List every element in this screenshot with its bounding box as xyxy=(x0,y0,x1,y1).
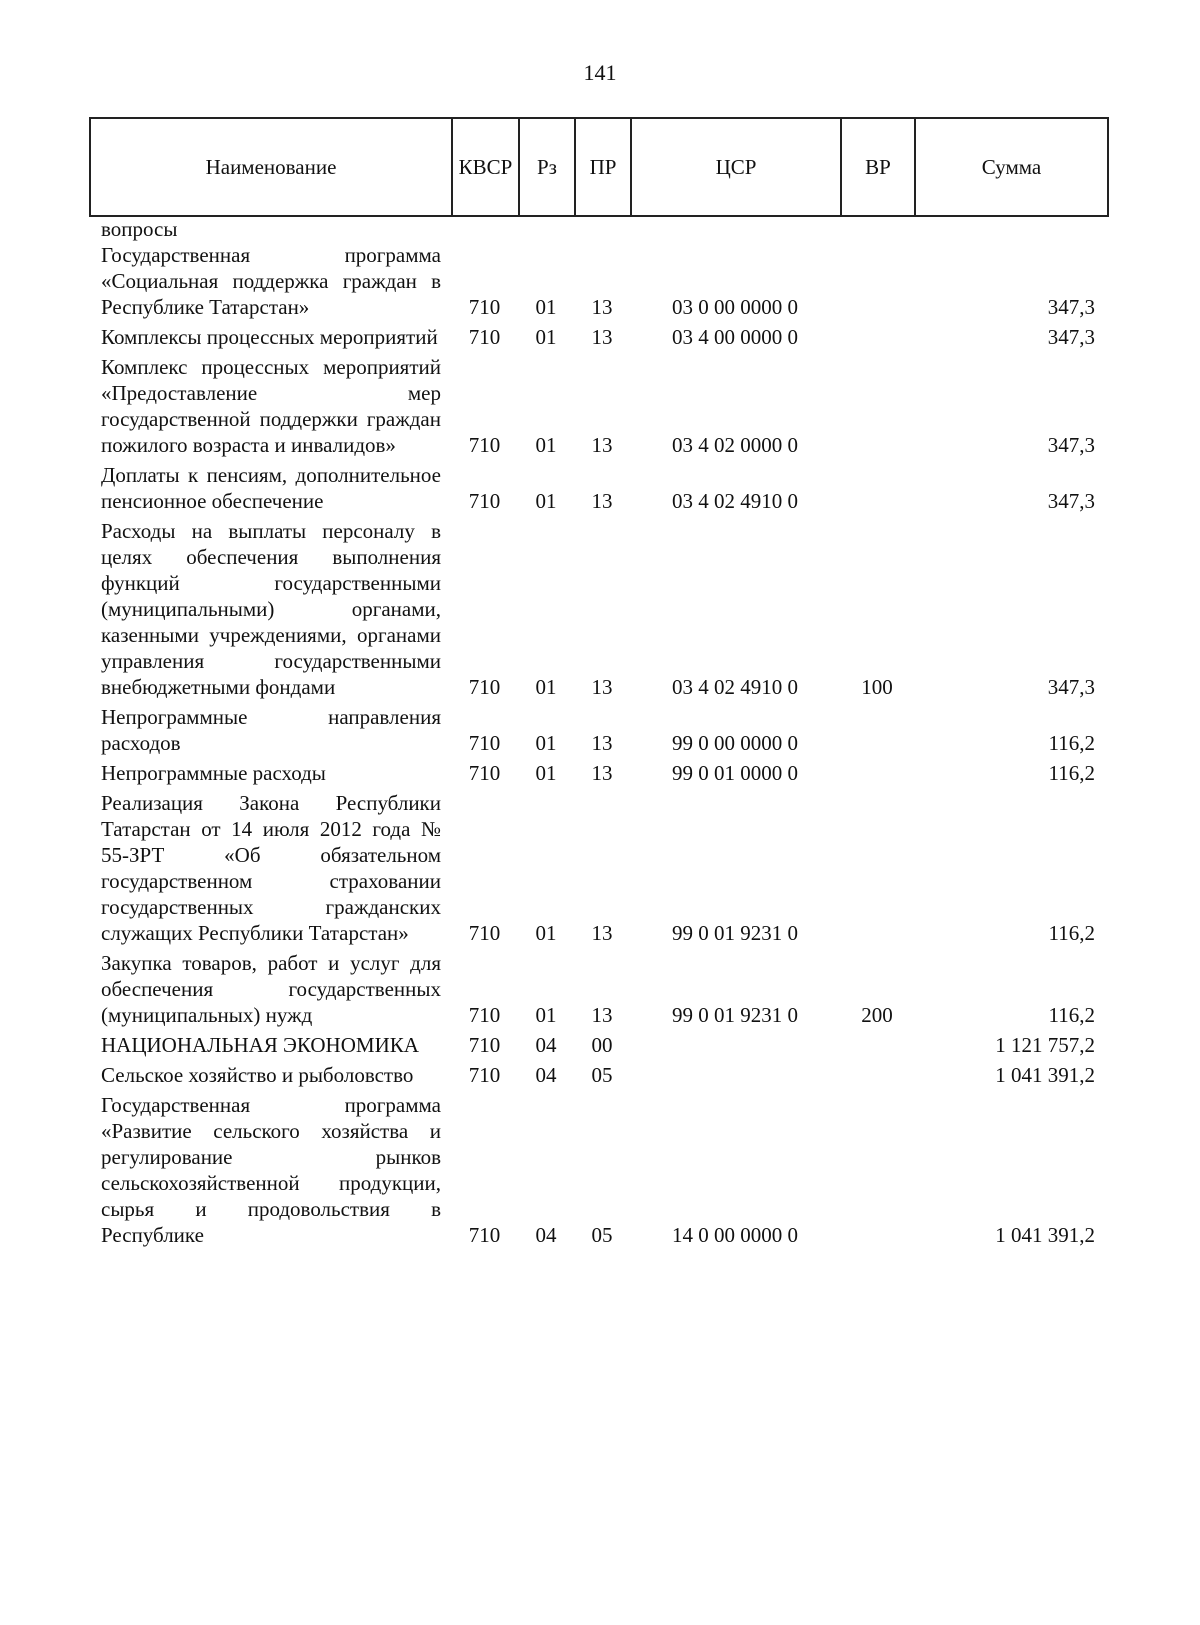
row-sum: 116,2 xyxy=(1048,1003,1095,1027)
row-vr xyxy=(840,704,914,760)
row-pr: 05 xyxy=(591,1063,613,1087)
table-row xyxy=(89,1062,1107,1092)
row-sum: 347,3 xyxy=(1047,489,1095,513)
row-pr: 13 xyxy=(591,731,613,755)
table-header xyxy=(89,117,1109,217)
row-csr: 99 0 01 9231 0 xyxy=(672,921,798,945)
row-rz: 04 xyxy=(535,1223,557,1247)
header-kvsr: КВСР xyxy=(452,118,519,216)
row-name: Государственная программа «Развитие сельского хозяйства и регулирование рынков сельскохозяйственной продукции, сырья и продовольствия в Республике xyxy=(101,1093,441,1247)
row-vr xyxy=(840,1092,914,1252)
row-csr: 14 0 00 0000 0 xyxy=(672,1223,798,1247)
row-kvsr: 710 xyxy=(468,489,501,513)
row-vr xyxy=(840,1032,914,1062)
row-csr: 99 0 01 0000 0 xyxy=(672,761,798,785)
table-row xyxy=(89,950,1107,1032)
row-pr: 05 xyxy=(591,1223,613,1247)
page-number: 141 xyxy=(583,60,617,85)
row-rz: 01 xyxy=(535,921,557,945)
row-rz: 04 xyxy=(535,1033,557,1057)
table-row xyxy=(89,1092,1107,1252)
row-kvsr: 710 xyxy=(468,1033,501,1057)
row-sum: 347,3 xyxy=(1047,433,1095,457)
table-row xyxy=(89,354,1107,462)
row-name: Реализация Закона Республики Татарстан от 14 июля 2012 года № 55-ЗРТ «Об обязательном государственном страховании государственных гражданских служащих Республики Татарстан» xyxy=(101,791,441,945)
row-pr: 13 xyxy=(591,325,613,349)
row-vr xyxy=(840,760,914,790)
row-vr xyxy=(840,1062,914,1092)
row-name: Комплекс процессных мероприятий «Предоставление мер государственной поддержки граждан пожилого возраста и инвалидов» xyxy=(101,355,441,457)
row-kvsr: 710 xyxy=(468,761,501,785)
row-name: Непрограммные расходы xyxy=(101,761,326,785)
row-csr xyxy=(630,1062,840,1092)
row-vr: 100 xyxy=(861,675,893,699)
header-csr: ЦСР xyxy=(631,118,841,216)
row-name: Сельское хозяйство и рыболовство xyxy=(101,1063,414,1087)
table-row xyxy=(89,242,1107,324)
row-sum: 116,2 xyxy=(1048,761,1095,785)
row-rz: 01 xyxy=(535,433,557,457)
row-pr: 13 xyxy=(591,489,613,513)
row-sum: 347,3 xyxy=(1047,295,1095,319)
row-rz: 01 xyxy=(535,675,557,699)
header-rz: Рз xyxy=(519,118,575,216)
row-kvsr: 710 xyxy=(468,433,501,457)
row-sum: 1 041 391,2 xyxy=(995,1063,1095,1087)
row-vr xyxy=(840,462,914,518)
row-kvsr: 710 xyxy=(468,731,501,755)
table-row xyxy=(89,518,1107,704)
row-pr: 13 xyxy=(591,1003,613,1027)
row-csr xyxy=(630,1032,840,1062)
row-sum: 116,2 xyxy=(1048,731,1095,755)
row-kvsr: 710 xyxy=(468,1223,501,1247)
row-vr xyxy=(840,354,914,462)
row-vr: 200 xyxy=(861,1003,893,1027)
row-kvsr: 710 xyxy=(468,325,501,349)
table-row xyxy=(89,1032,1107,1062)
row-rz: 01 xyxy=(535,295,557,319)
row-rz: 01 xyxy=(535,325,557,349)
table-row xyxy=(89,462,1107,518)
header-sum: Сумма xyxy=(915,118,1108,216)
row-name: Непрограммные направления расходов xyxy=(101,705,441,755)
row-pr: 00 xyxy=(591,1033,613,1057)
header-name: Наименование xyxy=(90,118,452,216)
header-pr: ПР xyxy=(575,118,631,216)
row-name: Комплексы процессных мероприятий xyxy=(101,325,438,349)
row-pr: 13 xyxy=(591,295,613,319)
row-csr: 99 0 01 9231 0 xyxy=(672,1003,798,1027)
row-sum: 347,3 xyxy=(1047,325,1095,349)
continuation-text: вопросы xyxy=(101,217,178,241)
row-sum: 116,2 xyxy=(1048,921,1095,945)
row-vr xyxy=(840,242,914,324)
row-name: Расходы на выплаты персоналу в целях обеспечения выполнения функций государственными (муниципальными) органами, казенными учреждениями, органами управления государственными внебюджетными фондами xyxy=(101,519,441,699)
row-pr: 13 xyxy=(591,675,613,699)
header-vr: ВР xyxy=(841,118,915,216)
row-csr: 03 0 00 0000 0 xyxy=(672,295,798,319)
row-csr: 03 4 02 4910 0 xyxy=(672,489,798,513)
row-kvsr: 710 xyxy=(468,1063,501,1087)
row-name: НАЦИОНАЛЬНАЯ ЭКОНОМИКА xyxy=(101,1033,419,1057)
row-rz: 04 xyxy=(535,1063,557,1087)
budget-table xyxy=(89,216,1107,1252)
row-csr: 03 4 02 0000 0 xyxy=(672,433,798,457)
row-kvsr: 710 xyxy=(468,921,501,945)
row-sum: 347,3 xyxy=(1047,675,1095,699)
row-csr: 99 0 00 0000 0 xyxy=(672,731,798,755)
row-kvsr: 710 xyxy=(468,295,501,319)
table-row xyxy=(89,324,1107,354)
row-pr: 13 xyxy=(591,433,613,457)
table-row xyxy=(89,704,1107,760)
row-pr: 13 xyxy=(591,921,613,945)
row-rz: 01 xyxy=(535,1003,557,1027)
row-csr: 03 4 00 0000 0 xyxy=(672,325,798,349)
row-name: Доплаты к пенсиям, дополнительное пенсионное обеспечение xyxy=(101,463,441,513)
row-vr xyxy=(840,324,914,354)
row-pr: 13 xyxy=(591,761,613,785)
row-vr xyxy=(840,790,914,950)
row-kvsr: 710 xyxy=(468,1003,501,1027)
row-rz: 01 xyxy=(535,731,557,755)
row-rz: 01 xyxy=(535,761,557,785)
table-row xyxy=(89,760,1107,790)
row-sum: 1 121 757,2 xyxy=(995,1033,1095,1057)
row-name: Государственная программа «Социальная поддержка граждан в Республике Татарстан» xyxy=(101,243,441,319)
row-sum: 1 041 391,2 xyxy=(995,1223,1095,1247)
row-kvsr: 710 xyxy=(468,675,501,699)
row-csr: 03 4 02 4910 0 xyxy=(672,675,798,699)
row-rz: 01 xyxy=(535,489,557,513)
table-row xyxy=(89,790,1107,950)
row-name: Закупка товаров, работ и услуг для обеспечения государственных (муниципальных) нужд xyxy=(101,951,441,1027)
